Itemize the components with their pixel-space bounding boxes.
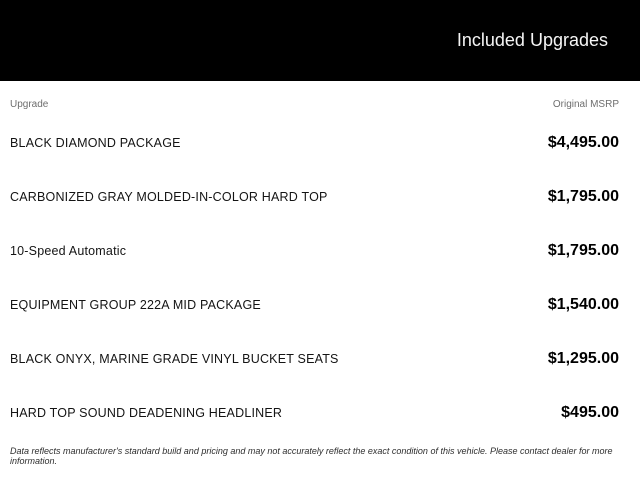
included-upgrades-header-bar	[0, 0, 640, 81]
upgrades-table	[0, 81, 640, 467]
upgrade-price: $1,295.00	[547, 350, 619, 367]
upgrade-name: 10-Speed Automatic	[10, 244, 127, 258]
upgrade-price: $1,795.00	[547, 242, 619, 259]
table-row	[10, 386, 619, 440]
upgrade-price: $1,540.00	[547, 296, 619, 313]
upgrade-name: HARD TOP SOUND DEADENING HEADLINER	[10, 406, 283, 420]
upgrade-name: BLACK DIAMOND PACKAGE	[10, 136, 181, 150]
upgrade-price: $495.00	[561, 404, 619, 421]
page-title: Included Upgrades	[456, 29, 608, 50]
upgrade-price: $1,795.00	[547, 188, 619, 205]
upgrade-name: CARBONIZED GRAY MOLDED-IN-COLOR HARD TOP	[10, 190, 328, 204]
upgrade-price: $4,495.00	[547, 134, 619, 151]
table-row	[10, 332, 619, 386]
upgrade-name: BLACK ONYX, MARINE GRADE VINYL BUCKET SEATS	[10, 352, 339, 366]
table-column-headers	[10, 81, 619, 111]
table-row	[10, 224, 619, 278]
column-header-upgrade: Upgrade	[10, 99, 49, 110]
table-row	[10, 116, 619, 170]
disclaimer-text: Data reflects manufacturer's standard build and pricing and may not accurately reflect the exact condition of this vehicle. Please contact dealer for more information.	[10, 446, 613, 467]
table-row	[10, 278, 619, 332]
upgrade-name: EQUIPMENT GROUP 222A MID PACKAGE	[10, 298, 261, 312]
column-header-original-msrp: Original MSRP	[552, 99, 619, 110]
table-rows	[10, 116, 619, 440]
table-row	[10, 170, 619, 224]
